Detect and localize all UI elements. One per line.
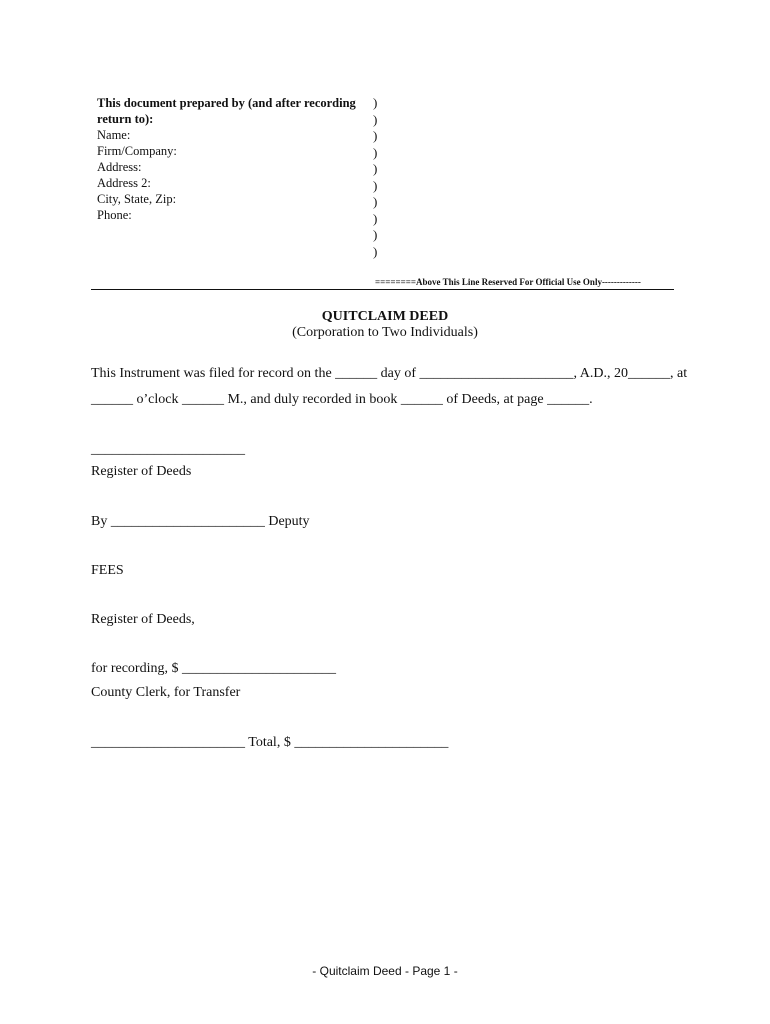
- county-clerk-label: County Clerk, for Transfer: [91, 685, 241, 700]
- official-use-divider: [91, 289, 674, 290]
- paren: ): [373, 128, 378, 143]
- preparer-heading-line1: This document prepared by (and after recording: [97, 96, 356, 110]
- preparer-block: [97, 95, 356, 223]
- paren: ): [373, 243, 378, 259]
- deputy-by-line: By ______________________ Deputy: [91, 514, 310, 529]
- preparer-firm-label: Firm/Company:: [97, 144, 177, 158]
- fees-label: FEES: [91, 563, 124, 578]
- paren: ): [373, 194, 378, 209]
- paren: ): [373, 144, 378, 160]
- paren: ): [373, 177, 378, 193]
- register-of-deeds-label: Register of Deeds: [91, 464, 192, 479]
- paren: ): [373, 210, 378, 226]
- total-line: ______________________ Total, $ ______________________: [91, 735, 449, 750]
- document-subtitle: (Corporation to Two Individuals): [292, 325, 478, 340]
- preparer-address2-label: Address 2:: [97, 176, 151, 190]
- paren: ): [373, 95, 378, 110]
- preparer-phone-label: Phone:: [97, 208, 132, 222]
- register-signature-line: ______________________: [91, 442, 245, 457]
- preparer-city-state-zip-label: City, State, Zip:: [97, 192, 177, 206]
- document-title: QUITCLAIM DEED: [321, 309, 449, 324]
- preparer-address-label: Address:: [97, 160, 142, 174]
- reserved-line-label: ========Above This Line Reserved For Official Use Only-------------: [375, 277, 641, 287]
- preparer-name-label: Name:: [97, 128, 131, 142]
- for-recording-line: for recording, $ ______________________: [91, 661, 336, 676]
- record-line-2: ______ o’clock ______ M., and duly recorded in book ______ of Deeds, at page ______.: [91, 392, 593, 407]
- paren: ): [373, 161, 378, 176]
- preparer-heading-line2: return to):: [97, 112, 154, 126]
- page-footer: - Quitclaim Deed - Page 1 -: [312, 964, 458, 978]
- register-of-deeds-fees-label: Register of Deeds,: [91, 612, 195, 627]
- paren: ): [373, 227, 378, 242]
- parenthesis-column: [373, 95, 377, 260]
- paren: ): [373, 111, 378, 127]
- record-line-1: This Instrument was filed for record on the ______ day of ______________________, A.D., 20______, at: [91, 366, 688, 381]
